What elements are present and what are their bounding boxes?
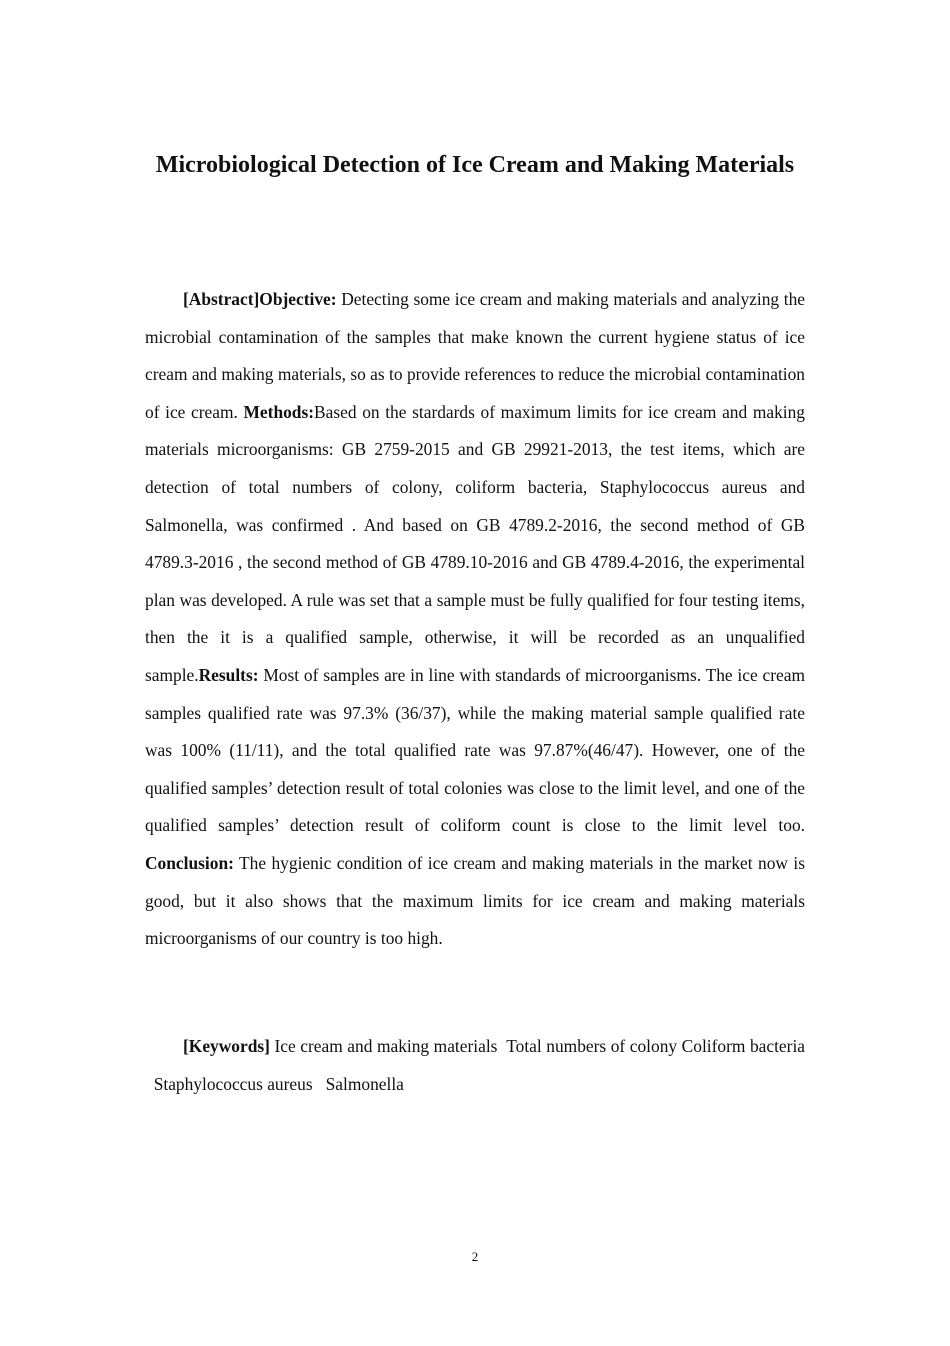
results-label: Results: (198, 664, 259, 685)
abstract-paragraph (145, 281, 805, 958)
conclusion-text: The hygienic condition of ice cream and making materials in the market now is good, but it also shows that the maximum limits for ice cream and making materials microorganisms of our country is too high. (145, 852, 805, 949)
keywords-paragraph (145, 1028, 805, 1103)
keyword-item: Coliform bacteria (681, 1036, 805, 1056)
keyword-item: Salmonella (325, 1073, 404, 1094)
keyword-item: Total numbers of colony (506, 1036, 678, 1056)
methods-text: Based on the stardards of maximum limits for ice cream and making materials microorganisms: GB 2759-2015 and GB 29921-2013, the test items, which are detection of total numbers of colony, coliform bacteria, Staphylococcus aureus and Salmonella, was confirmed . And based on GB 4789.2-2016, the second method of GB 4789.3-2016 , the second method of GB 4789.10-2016 and GB 4789.4-2016, the experimental plan was developed. A rule was set that a sample must be fully qualified for four testing items, then the it is a qualified sample, otherwise, it will be recorded as an unqualified sample. (145, 401, 805, 685)
keyword-item: Staphylococcus aureus (153, 1073, 313, 1094)
objective-label: Objective: (259, 289, 337, 309)
methods-label: Methods: (243, 401, 315, 422)
results-text: Most of samples are in line with standards of microorganisms. The ice cream samples qualified rate was 97.3% (36/37), while the making material sample qualified rate was 100% (11/11), and the total qualified rate was 97.87%(46/47). However, one of the qualified samples’ detection result of total colonies was close to the limit level, and one of the qualified samples’ detection result of coliform count is close to the limit level too. (145, 664, 805, 836)
abstract-label: [Abstract] (183, 289, 260, 309)
objective-text: Detecting some ice cream and making materials and analyzing the microbial contamination of the samples that make known the current hygiene status of ice cream and making materials, so as to provide references to reduce the microbial contamination of ice cream. (145, 289, 805, 422)
conclusion-label: Conclusion: (145, 852, 234, 873)
keywords-label: [Keywords] (183, 1036, 270, 1056)
keyword-item: Ice cream and making materials (274, 1036, 498, 1056)
page-number: 2 (471, 1249, 479, 1264)
paper-title: Microbiological Detection of Ice Cream and Making Materials (155, 152, 795, 178)
